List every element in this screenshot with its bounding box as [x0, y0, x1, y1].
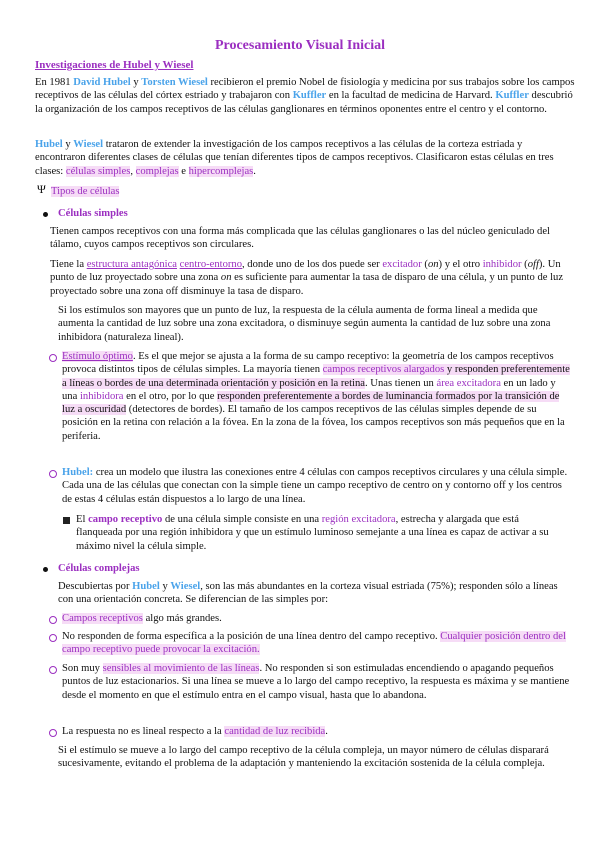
bullet-dot-icon: [43, 212, 48, 217]
term-region-excitadora: región excitadora: [321, 514, 396, 525]
paragraph-nobel: En 1981 David Hubel y Torsten Wiesel recibieron el premio Nobel de fisiología y medicina por sus trabajos sobre los campos receptivos de las células del córtex estriado y trabajaron con Kuffler en la facultad de medicina de Harvard. Kuffler descubrió la organización de los campos receptivos de las células ganglionares en términos oponentes entre el centro y el contorno.: [35, 77, 575, 115]
name-hubel: Hubel:: [62, 467, 94, 478]
term-estructura-antagonica: estructura antagónica: [86, 259, 177, 270]
list-item-movimiento: Son muy sensibles al movimiento de las líneas. No responden si son estimuladas encendiendo o apagando pequeños puntos de luz estacionarios. Si una línea se mueve a lo largo del campo receptivo, la respuesta es máxima y se mantiene desde el momento en que el estímulo entra en el campo visual, hasta que lo abandona.: [62, 663, 570, 701]
paragraph-simples-estructura: Tiene la estructura antagónica centro-entorno, donde uno de los dos puede ser excitador (on) y el otro inhibidor (off). Un punto de luz proyectado sobre una zona on es suficiente para aumentar la tasa de disparo de una célula, y un punto de luz proyectado sobre una zona off disminuye la tasa de disparo.: [50, 259, 564, 297]
circle-bullet-icon: [49, 470, 57, 478]
paragraph-complejas-intro: Descubiertas por Hubel y Wiesel, son las más abundantes en la corteza visual estriada (75%); responden sólo a líneas con una orientación concreta. Se diferencian de las simples por:: [58, 581, 558, 606]
list-item-campos-grandes: Campos receptivos algo más grandes.: [62, 613, 222, 624]
paragraph-simples-linealidad: Si los estímulos son mayores que un punto de luz, la respuesta de la célula aumenta de forma lineal a medida que aumenta la cantidad de luz sobre una zona excitadora, o disminuye según aumenta la cantidad de luz sobre una zona inhibidora (naturaleza lineal).: [58, 305, 551, 343]
bullet-dot-icon: [43, 567, 48, 572]
name-wiesel: Wiesel: [170, 581, 201, 592]
paragraph-complejas-sostenida: Si el estímulo se mueve a lo largo del campo receptivo de la célula compleja, un mayor número de células disparará sucesivamente, evitando el problema de la adaptación y manteniendo la excitación sostenida de la célula compleja.: [58, 745, 549, 770]
psi-bullet-icon: Ψ: [37, 182, 46, 196]
subsection-heading-complejas: Células complejas: [58, 563, 140, 574]
paragraph-simples-forma: Tienen campos receptivos con una forma más complicada que las células ganglionares o las del núcleo geniculado del tálamo, cuyos campos receptivos son circulares.: [50, 226, 551, 251]
name-kuffler: Kuffler: [495, 90, 529, 102]
circle-bullet-icon: [49, 354, 57, 362]
term-centro-entorno: centro-entorno: [179, 259, 242, 270]
page-title: Procesamiento Visual Inicial: [214, 38, 386, 53]
name-hubel: Hubel: [132, 581, 160, 592]
section-heading-investigaciones: Investigaciones de Hubel y Wiesel: [35, 59, 194, 71]
paragraph-classes: Hubel y Wiesel trataron de extender la investigación de los campos receptivos a las células de la corteza estriada y encontraron diferentes clases de células que tenían diferentes tipos de campos receptivos. Clasificaron estas células en tres clases: células simples, complejas e hipercomplejas.: [35, 139, 554, 177]
circle-bullet-icon: [49, 616, 57, 624]
name-kuffler: Kuffler: [292, 90, 327, 102]
circle-bullet-icon: [49, 634, 57, 642]
subsection-heading-simples: Células simples: [58, 208, 128, 219]
list-item-campo-receptivo: El campo receptivo de una célula simple consiste en una región excitadora, estrecha y alargada que está flanqueada por una región inhibidora y que un estímulo luminoso semejante a una línea es capaz de activar a su máximo nivel la célula simple.: [76, 514, 549, 552]
circle-bullet-icon: [49, 729, 57, 737]
list-item-hubel-modelo: Hubel: crea un modelo que ilustra las conexiones entre 4 células con campos receptivos circulares y una célula simple. Cada una de las células que conectan con la simple tiene un campo receptivo de centro on y contorno off y los centros de estas 4 células están dispuestos a lo largo de una línea.: [62, 467, 568, 505]
circle-bullet-icon: [49, 666, 57, 674]
list-item-posicion: No responden de forma específica a la posición de una línea dentro del campo receptivo. Cualquier posición dentro del campo receptivo puede provocar la excitación.: [62, 631, 566, 656]
section-heading-tipos: Tipos de células: [51, 186, 120, 197]
term-estimulo-optimo: Estímulo óptimo: [62, 351, 133, 362]
name-david-hubel: David Hubel: [73, 77, 131, 88]
term-hipercomplejas: hipercomplejas: [188, 165, 254, 177]
name-hubel: Hubel: [35, 139, 63, 150]
term-complejas: complejas: [135, 165, 179, 177]
term-celulas-simples: células simples: [65, 165, 131, 177]
list-item-no-lineal: La respuesta no es lineal respecto a la cantidad de luz recibida.: [62, 726, 328, 737]
name-torsten-wiesel: Torsten Wiesel: [141, 77, 208, 88]
term-inhibidor: inhibidor: [482, 259, 522, 270]
square-bullet-icon: [63, 517, 70, 524]
list-item-estimulo-optimo: Estímulo óptimo. Es el que mejor se ajusta a la forma de su campo receptivo: la geometría de los campos receptivos provoca distintos tipos de células simples. La mayoría tienen campos receptivos alargados y responden preferentemente a líneas o bordes de una determinada orientación y posición en la retina. Unas tienen un área excitadora en un lado y una inhibidora en el otro, por lo que responden preferentemente a bordes de luminancia formados por la transición de luz a oscuridad (detectores de bordes). El tamaño de los campos receptivos de las células simples depende de su posición en la retina con relación a la fóvea. En la zona de la fóvea, los campos receptivos son más pequeños que en la periferia.: [62, 351, 570, 442]
term-excitador: excitador: [382, 259, 422, 270]
name-wiesel: Wiesel: [73, 139, 104, 150]
term-campo-receptivo: campo receptivo: [88, 514, 163, 525]
